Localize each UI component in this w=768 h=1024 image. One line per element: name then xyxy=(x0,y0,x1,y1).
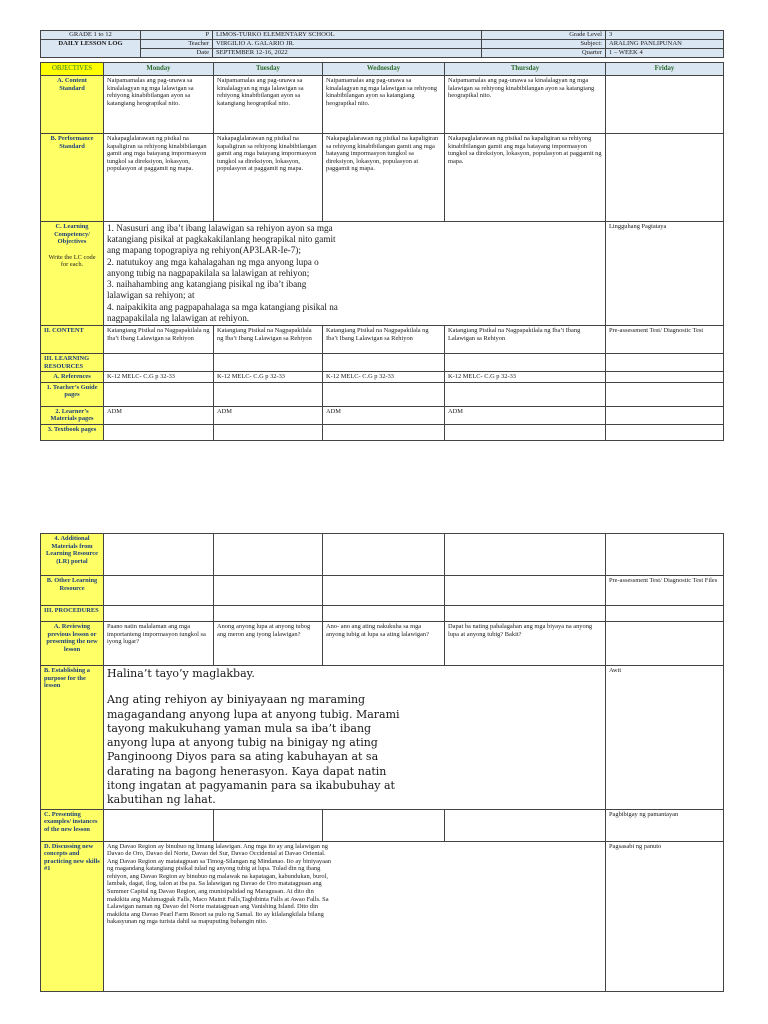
performance-standard-fri xyxy=(606,134,724,222)
content-standard-wed: Naipamamalas ang pag-unawa sa kinalalagyan ng mga lalawigan sa rehiyong kinabibilangan ayon sa katangiang heograpikal nito. xyxy=(323,76,445,134)
performance-standard-label: B. Performance Standard xyxy=(41,134,104,222)
content-mon: Katangiang Pisikal na Nagpapakilala ng Iba’t Ibang Lalawigan sa Rehiyon xyxy=(104,325,214,353)
grade-range: GRADE 1 to 12 xyxy=(41,31,141,40)
content-fri: Pre-assessment Test/ Diagnostic Test xyxy=(606,325,724,353)
teachers-guide-label: 1. Teacher’s Guide pages xyxy=(41,382,104,406)
learning-competency-label-cell xyxy=(41,222,104,326)
day-monday: Monday xyxy=(104,63,214,76)
content-standard-mon: Naipamamalas ang pag-unawa sa kinalalagyan ng mga lalawigan sa rehiyong kinabibilangan ayon sa katangiang heograpikal nito. xyxy=(104,76,214,134)
lc-code-note: Write the LC code for each. xyxy=(48,253,96,269)
other-resource-label: B. Other Learning Resource xyxy=(41,576,104,606)
performance-standard-mon: Nakapaglalarawan ng pisikal na kapaligiran sa rehiyong kinabibilangan gamit ang mga batayang impormasyon tungkol sa direksiyon, lokasyon, populasyon at paggamit ng mapa. xyxy=(104,134,214,222)
references-thu: K-12 MELC- C.G p 32-33 xyxy=(445,372,606,383)
establishing-fri: Awit xyxy=(606,666,724,810)
day-tuesday: Tuesday xyxy=(214,63,323,76)
quarter-value: 1 – WEEK 4 xyxy=(606,49,724,58)
learning-competency-objectives xyxy=(104,222,606,326)
learners-materials-wed: ADM xyxy=(323,406,445,424)
teacher-name: VIRGILIO A. GALARIO JR. xyxy=(213,40,482,49)
references-label: A. References xyxy=(41,372,104,383)
objective-4: 4. naipakikita ang pagpapahalaga sa mga katangiang pisikal na nagpapakilala ng lalawigan at rehiyon. xyxy=(107,301,338,323)
teacher-label: Teacher xyxy=(141,40,213,49)
reviewing-thu: Dapat ba nating pahalagahan ang mga biyaya na anyong lupa at anyong tubig? Bakit? xyxy=(445,622,606,666)
performance-standard-tue: Nakapaglalarawan ng pisikal na kapaligiran sa rehiyong kinabibilangan gamit ang mga batayang impormasyon tungkol sa direksiyon, lokasyon, populasyon at paggamit ng mapa. xyxy=(214,134,323,222)
learning-competency-label: C. Learning Competency/ Objectives xyxy=(54,223,90,246)
objectives-header: OBJECTIVES xyxy=(41,63,104,76)
objective-3: 3. naihahambing ang katangiang pisikal ng iba’t ibang lalawigan sa rehiyon; at xyxy=(107,279,307,301)
content-standard-tue: Naipamamalas ang pag-unawa sa kinalalagyan ng mga lalawigan sa rehiyong kinabibilangan ayon sa katangiang heograpikal nito. xyxy=(214,76,323,134)
textbook-label: 3. Textbook pages xyxy=(41,424,104,440)
lesson-log-page-1 xyxy=(40,30,723,441)
grade-level-value: 3 xyxy=(606,31,724,40)
learners-materials-thu: ADM xyxy=(445,406,606,424)
references-mon: K-12 MELC- C.G p 32-33 xyxy=(104,372,214,383)
procedures-label: III. PROCEDURES xyxy=(41,606,104,622)
reviewing-mon: Paano natin malalaman ang mga importanteng impormasyon tungkol sa iyong lugar? xyxy=(104,622,214,666)
discussing-fri: Pagsasabi ng panuto xyxy=(606,841,724,991)
establishing-label: B. Establishing a purpose for the lesson xyxy=(41,666,104,810)
lesson-table xyxy=(40,62,724,441)
day-friday: Friday xyxy=(606,63,724,76)
content-wed: Katangiang Pisikal na Nagpapakilala ng Iba’t Ibang Lalawigan sa Rehiyon xyxy=(323,325,445,353)
objective-2: 2. natutukoy ang mga kahalagahan ng mga anyong lupa o anyong tubig na nagpapakilala sa lalawigan at rehiyon; xyxy=(107,256,319,278)
date-value: SEPTEMBER 12-16, 2022 xyxy=(213,49,482,58)
learners-materials-mon: ADM xyxy=(104,406,214,424)
learners-materials-fri xyxy=(606,406,724,424)
establishing-heading: Halina’t tayo’y maglakbay. xyxy=(107,667,255,680)
presenting-fri: Pagbibigay ng pamantayan xyxy=(606,809,724,841)
content-standard-thu: Naipamamalas ang pag-unawa sa kinalalagyan ng mga lalawigan sa rehiyong kinabibilangan ayon sa katangiang heograpikal nito. xyxy=(445,76,606,134)
content-tue: Katangiang Pisikal na Nagpapakilala ng Iba’t Ibang Lalawigan sa Rehiyon xyxy=(214,325,323,353)
reviewing-fri xyxy=(606,622,724,666)
learning-resources-label: III. LEARNING RESOURCES xyxy=(41,353,104,371)
content-standard-fri xyxy=(606,76,724,134)
grade-level-label: Grade Level xyxy=(482,31,606,40)
other-resource-fri: Pre-assessment Test/ Diagnostic Test Files xyxy=(606,576,724,606)
school-name: LIMOS-TURKO ELEMENTARY SCHOOL xyxy=(213,31,482,40)
additional-materials-label: 4. Additional Materials from Learning Resource (LR) portal xyxy=(41,534,104,576)
content-standard-label: A. Content Standard xyxy=(41,76,104,134)
performance-standard-thu: Nakapaglalarawan ng pisikal na kapaligiran sa rehiyong kinabibilangan gamit ang mga batayang impormasyon tungkol sa direksiyon, lokasyon, populasyon at paggamit ng mapa. xyxy=(445,134,606,222)
reviewing-tue: Anong anyong lupa at anyong tubog ang meron ang iyong lalawigan? xyxy=(214,622,323,666)
establishing-body: Ang ating rehiyon ay biniyayaan ng maraming magagandang anyong lupa at anyong tubig. Marami tayong makukuhang yaman mula sa iba’t ibang anyong lupa at anyong tubig na binigay ng ating Panginoong Diyos para sa ating kabuhayan at sa darating na bagong henerasyon. Kaya dapat natin itong ingatan at pagyamanin para sa ikabubuhay at kabutihan ng lahat. xyxy=(107,693,400,807)
day-thursday: Thursday xyxy=(445,63,606,76)
learning-competency-fri: Lingguhang Pagtataya xyxy=(606,222,724,326)
discussing-text: Ang Davao Region ay binubuo ng limang lalawigan. Ang mga ito ay ang lalawigan ng Davao de Oro, Davao del Norte, Davao del Sur, Davao Occidental at Davao Oriental. Ang Davao Region ay matatagpuan sa Timog-Silangan ng Mindanao. Ito ay biniyayaan ng magandang katangiang pisikal tulad ng anyong tubig at lupa. Tulad din ng ibang rehiyon, ang Davao Region ay binubuo ng malawak na kapatagan, kabundukan, burol, lambak, dagat, ilog, talon at iba pa. Sa lalawigan ng Davao de Oro matatagpuan ang Summer Capital ng Davao Region, ang munisipalidad ng Maragusan. At dito din makikita ang Malumagpak Falls, Maco Mainit Falls,Tagbibinta Falls at Awao Falls. Sa Lalawigan naman ng Davao del Norte matatagpuan ang Vanishing Island. Dito din makikita ang Davao Pearl Farm Resort sa pulo ng Samal. Ito ay kilalangkilala bilang bakasyunan ng mga turista dahil sa mapuputing buhangin nito. xyxy=(107,842,331,926)
subject-value: ARALING PANLIPUNAN xyxy=(606,40,724,49)
day-wednesday: Wednesday xyxy=(323,63,445,76)
learners-materials-tue: ADM xyxy=(214,406,323,424)
lesson-log-page-2 xyxy=(40,533,723,992)
references-tue: K-12 MELC- C.G p 32-33 xyxy=(214,372,323,383)
school-label: P xyxy=(141,31,213,40)
procedures-table xyxy=(40,533,724,992)
objective-1: 1. Nasusuri ang iba’t ibang lalawigan sa rehiyon ayon sa mga katangiang pisikal at pagkakakilanlang heograpikal nito gamit ang mapang topograpiya ng rehiyon(AP3LAR-Ie-7); xyxy=(107,223,336,256)
reviewing-label: A. Reviewing previous lesson or presenting the new lesson xyxy=(41,622,104,666)
date-label: Date xyxy=(141,49,213,58)
header-table xyxy=(40,30,724,58)
subject-label: Subject: xyxy=(482,40,606,49)
quarter-label: Quarter xyxy=(482,49,606,58)
log-title: DAILY LESSON LOG xyxy=(41,40,141,58)
establishing-content xyxy=(104,666,606,810)
discussing-content xyxy=(104,841,606,991)
content-label: II. CONTENT xyxy=(41,325,104,353)
performance-standard-wed: Nakapaglalarawan ng pisikal na kapaligiran sa rehiyong kinabibilangan gamit ang mga batayang impormasyon tungkol sa direksiyon, lokasyon, populasyon at paggamit ng mapa. xyxy=(323,134,445,222)
reviewing-wed: Ano- ano ang ating nakukuha sa mga anyong tubig at lupa sa ating lalawigan? xyxy=(323,622,445,666)
learners-materials-label: 2. Learner’s Materials pages xyxy=(41,406,104,424)
discussing-label: D. Discussing new concepts and practicing new skills #1 xyxy=(41,841,104,991)
references-fri xyxy=(606,372,724,383)
references-wed: K-12 MELC- C.G p 32-33 xyxy=(323,372,445,383)
content-thu: Katangiang Pisikal na Nagpapakilala ng Iba’t Ibang Lalawigan sa Rehiyon xyxy=(445,325,606,353)
presenting-label: C. Presenting examples/ instances of the new lesson xyxy=(41,809,104,841)
